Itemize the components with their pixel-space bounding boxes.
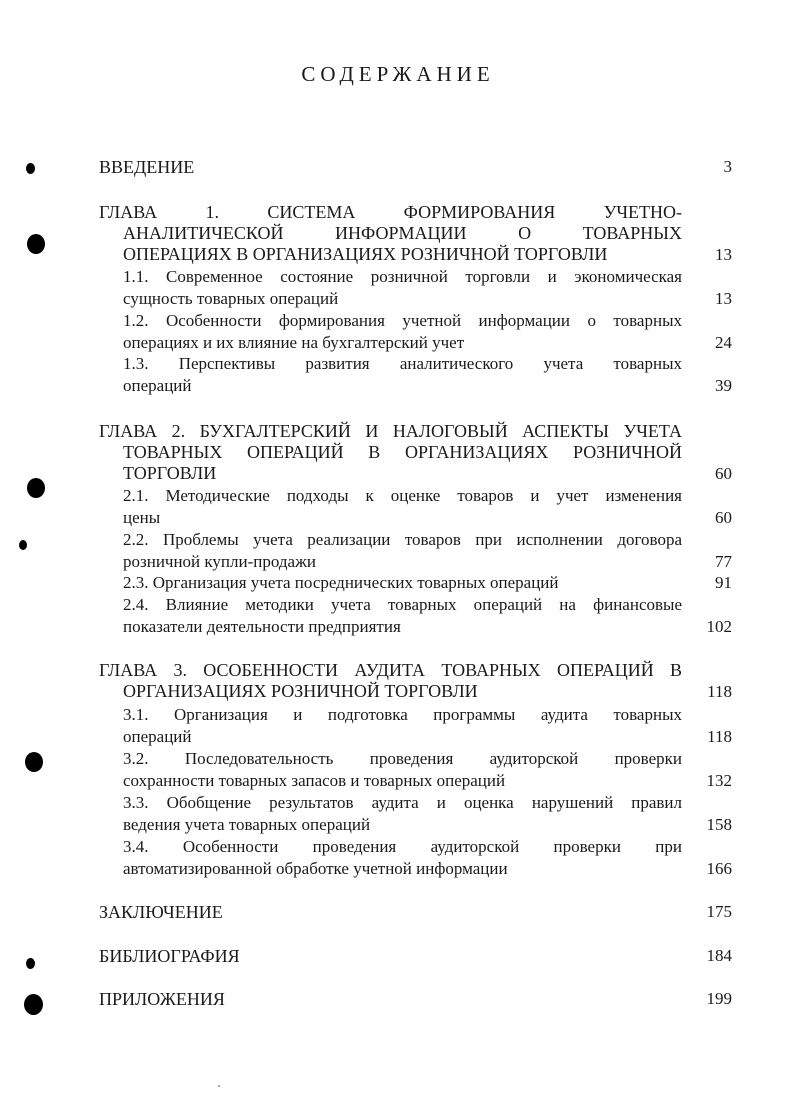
chapter-2-page: 60 [715, 464, 732, 483]
chapter-3-title: ГЛАВА 3. ОСОБЕННОСТИ АУДИТА ТОВАРНЫХ ОПЕРАЦИЙ В [99, 660, 682, 680]
section-3-3: 3.3. Обобщение результатов аудита и оценка нарушений правил [123, 793, 682, 812]
section-2-3-page: 91 [715, 573, 732, 592]
section-3-1-page: 118 [707, 727, 732, 746]
page-title: СОДЕРЖАНИЕ [301, 62, 495, 86]
toc-appendices-label: ПРИЛОЖЕНИЯ [99, 989, 225, 1009]
scan-speck [218, 1085, 220, 1087]
toc-conclusion-label: ЗАКЛЮЧЕНИЕ [99, 902, 223, 922]
binder-hole-mark [27, 478, 45, 498]
section-1-1-page: 13 [715, 289, 732, 308]
section-1-3: операций [123, 376, 192, 395]
section-2-4-page: 102 [706, 617, 732, 636]
section-3-1: операций [123, 727, 192, 746]
section-2-2: 2.2. Проблемы учета реализации товаров при исполнении договора [123, 530, 682, 549]
section-2-1: цены [123, 508, 161, 527]
toc-conclusion-page: 175 [706, 902, 732, 921]
section-1-2: операциях и их влияние на бухгалтерский учет [123, 333, 465, 352]
section-2-1: 2.1. Методические подходы к оценке товаров и учет изменения [123, 486, 682, 505]
section-2-4: показатели деятельности предприятия [123, 617, 401, 636]
chapter-1-title: АНАЛИТИЧЕСКОЙ ИНФОРМАЦИИ О ТОВАРНЫХ [123, 223, 682, 243]
section-1-3-page: 39 [715, 376, 732, 395]
toc-appendices-page: 199 [706, 989, 732, 1008]
section-1-2-page: 24 [715, 333, 732, 352]
section-1-3: 1.3. Перспективы развития аналитического учета товарных [123, 354, 682, 373]
section-3-3-page: 158 [706, 815, 732, 834]
binder-hole-mark [26, 958, 35, 969]
section-1-2: 1.2. Особенности формирования учетной информации о товарных [123, 311, 682, 330]
section-1-1: сущность товарных операций [123, 289, 339, 308]
toc-bibliography-page: 184 [706, 946, 732, 965]
section-2-2: розничной купли-продажи [123, 552, 316, 571]
toc-bibliography-label: БИБЛИОГРАФИЯ [99, 946, 240, 966]
section-3-4: 3.4. Особенности проведения аудиторской проверки при [123, 837, 682, 856]
chapter-1-page: 13 [715, 245, 732, 264]
binder-hole-mark [19, 540, 27, 550]
section-3-4: автоматизированной обработке учетной информации [123, 859, 508, 878]
section-3-2: сохранности товарных запасов и товарных операций [123, 771, 506, 790]
binder-hole-mark [27, 234, 45, 254]
section-3-1: 3.1. Организация и подготовка программы аудита товарных [123, 705, 682, 724]
chapter-2-title: ТОВАРНЫХ ОПЕРАЦИЙ В ОРГАНИЗАЦИЯХ РОЗНИЧНОЙ [123, 442, 682, 462]
chapter-3-title: ОРГАНИЗАЦИЯХ РОЗНИЧНОЙ ТОРГОВЛИ [123, 681, 478, 701]
section-3-4-page: 166 [706, 859, 732, 878]
section-2-4: 2.4. Влияние методики учета товарных операций на финансовые [123, 595, 682, 614]
toc-intro-label: ВВЕДЕНИЕ [99, 157, 195, 177]
section-2-3: 2.3. Организация учета посреднических товарных операций [123, 573, 559, 592]
chapter-1-title: ГЛАВА 1. СИСТЕМА ФОРМИРОВАНИЯ УЧЕТНО- [99, 202, 682, 222]
section-3-2: 3.2. Последовательность проведения аудиторской проверки [123, 749, 682, 768]
section-3-3: ведения учета товарных операций [123, 815, 371, 834]
binder-hole-mark [24, 994, 43, 1015]
chapter-2-title: ГЛАВА 2. БУХГАЛТЕРСКИЙ И НАЛОГОВЫЙ АСПЕКТЫ УЧЕТА [99, 421, 682, 441]
binder-hole-mark [26, 163, 35, 174]
section-2-1-page: 60 [715, 508, 732, 527]
chapter-1-title: ОПЕРАЦИЯХ В ОРГАНИЗАЦИЯХ РОЗНИЧНОЙ ТОРГОВЛИ [123, 244, 608, 264]
chapter-3-page: 118 [707, 682, 732, 701]
section-2-2-page: 77 [715, 552, 732, 571]
chapter-2-title: ТОРГОВЛИ [123, 463, 217, 483]
binder-hole-mark [25, 752, 43, 772]
toc-intro-page: 3 [723, 157, 732, 176]
section-1-1: 1.1. Современное состояние розничной торговли и экономическая [123, 267, 682, 286]
section-3-2-page: 132 [706, 771, 732, 790]
